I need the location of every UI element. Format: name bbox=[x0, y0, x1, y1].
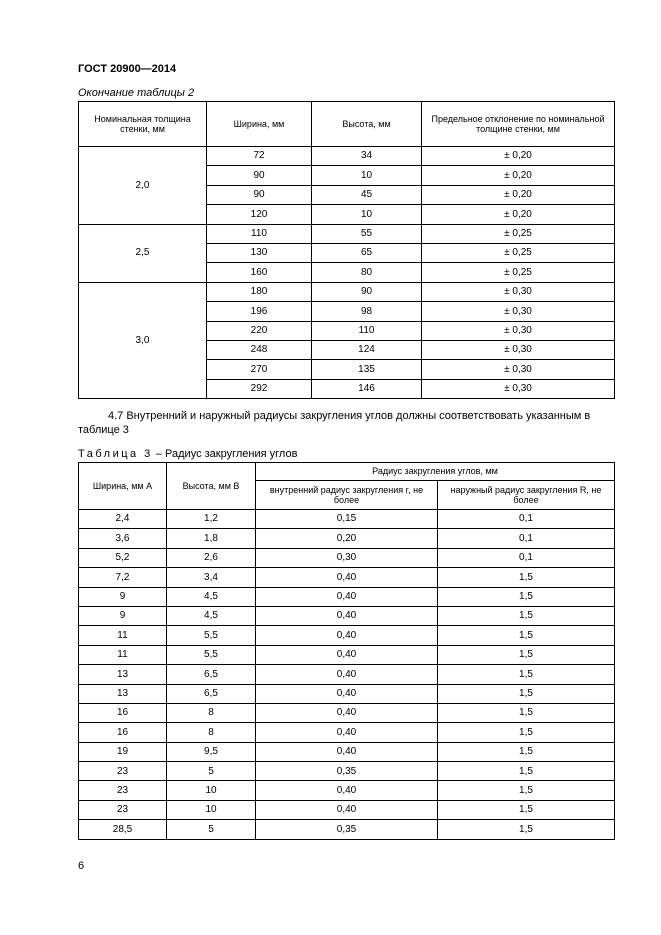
outer-radius-cell: 1,5 bbox=[438, 626, 615, 645]
height-b-cell: 5,5 bbox=[167, 626, 256, 645]
height-b-cell: 6,5 bbox=[167, 684, 256, 703]
table-row bbox=[79, 781, 615, 800]
width-a-cell: 3,6 bbox=[79, 529, 167, 548]
outer-radius-cell: 1,5 bbox=[438, 800, 615, 819]
col-header-height-b: Высота, мм В bbox=[167, 463, 256, 510]
height-b-cell: 2,6 bbox=[167, 548, 256, 567]
width-a-cell: 28,5 bbox=[79, 820, 167, 839]
col-header-outer-radius: наружный радиус закругления R, не более bbox=[438, 481, 615, 510]
height-cell: 55 bbox=[312, 224, 422, 243]
outer-radius-cell: 1,5 bbox=[438, 703, 615, 722]
paragraph-4-7: 4.7 Внутренний и наружный радиусы закругления углов должны соответствовать указанным в таблице 3 bbox=[78, 410, 591, 436]
page-number: 6 bbox=[78, 860, 85, 872]
outer-radius-cell: 1,5 bbox=[438, 587, 615, 606]
outer-radius-cell: 1,5 bbox=[438, 820, 615, 839]
outer-radius-cell: 1,5 bbox=[438, 762, 615, 781]
table-row bbox=[79, 606, 615, 625]
thickness-cell: 3,0 bbox=[79, 282, 207, 398]
col-header-inner-radius: внутренний радиус закругления r, не более bbox=[256, 481, 438, 510]
table-row bbox=[79, 684, 615, 703]
table-row bbox=[79, 820, 615, 839]
width-cell: 72 bbox=[207, 147, 312, 166]
inner-radius-cell: 0,40 bbox=[256, 742, 438, 761]
col-header-width: Ширина, мм bbox=[207, 102, 312, 147]
height-cell: 34 bbox=[312, 147, 422, 166]
inner-radius-cell: 0,40 bbox=[256, 665, 438, 684]
inner-radius-cell: 0,40 bbox=[256, 781, 438, 800]
height-cell: 80 bbox=[312, 263, 422, 282]
tolerance-cell: ± 0,30 bbox=[422, 360, 615, 379]
width-cell: 292 bbox=[207, 379, 312, 398]
height-cell: 98 bbox=[312, 302, 422, 321]
col-header-tolerance: Предельное отклонение по номинальной толщине стенки, мм bbox=[422, 102, 615, 147]
height-b-cell: 8 bbox=[167, 723, 256, 742]
height-cell: 90 bbox=[312, 282, 422, 301]
table-row bbox=[79, 626, 615, 645]
inner-radius-cell: 0,40 bbox=[256, 568, 438, 587]
width-a-cell: 9 bbox=[79, 606, 167, 625]
width-cell: 110 bbox=[207, 224, 312, 243]
table3-caption-label: Таблица 3 bbox=[78, 448, 153, 460]
width-a-cell: 9 bbox=[79, 587, 167, 606]
width-a-cell: 2,4 bbox=[79, 510, 167, 529]
height-cell: 110 bbox=[312, 321, 422, 340]
col-header-thickness: Номинальная толщина стенки, мм bbox=[79, 102, 207, 147]
inner-radius-cell: 0,35 bbox=[256, 762, 438, 781]
table-row bbox=[79, 224, 615, 243]
outer-radius-cell: 1,5 bbox=[438, 723, 615, 742]
height-cell: 124 bbox=[312, 340, 422, 359]
outer-radius-cell: 1,5 bbox=[438, 665, 615, 684]
table-row bbox=[79, 665, 615, 684]
outer-radius-cell: 1,5 bbox=[438, 645, 615, 664]
outer-radius-cell: 1,5 bbox=[438, 568, 615, 587]
width-a-cell: 23 bbox=[79, 800, 167, 819]
outer-radius-cell: 1,5 bbox=[438, 781, 615, 800]
outer-radius-cell: 1,5 bbox=[438, 742, 615, 761]
width-a-cell: 23 bbox=[79, 762, 167, 781]
inner-radius-cell: 0,40 bbox=[256, 606, 438, 625]
width-cell: 180 bbox=[207, 282, 312, 301]
table-row bbox=[79, 703, 615, 722]
height-cell: 146 bbox=[312, 379, 422, 398]
table-row bbox=[79, 548, 615, 567]
width-a-cell: 16 bbox=[79, 723, 167, 742]
col-header-radius-group: Радиус закругления углов, мм bbox=[256, 463, 615, 481]
inner-radius-cell: 0,20 bbox=[256, 529, 438, 548]
inner-radius-cell: 0,40 bbox=[256, 587, 438, 606]
height-b-cell: 5 bbox=[167, 820, 256, 839]
inner-radius-cell: 0,40 bbox=[256, 723, 438, 742]
outer-radius-cell: 0,1 bbox=[438, 548, 615, 567]
width-cell: 90 bbox=[207, 185, 312, 204]
inner-radius-cell: 0,35 bbox=[256, 820, 438, 839]
width-cell: 220 bbox=[207, 321, 312, 340]
width-a-cell: 13 bbox=[79, 665, 167, 684]
width-a-cell: 5,2 bbox=[79, 548, 167, 567]
outer-radius-cell: 1,5 bbox=[438, 606, 615, 625]
outer-radius-cell: 0,1 bbox=[438, 529, 615, 548]
table-row bbox=[79, 282, 615, 301]
width-cell: 90 bbox=[207, 166, 312, 185]
width-a-cell: 7,2 bbox=[79, 568, 167, 587]
width-cell: 130 bbox=[207, 243, 312, 262]
inner-radius-cell: 0,40 bbox=[256, 800, 438, 819]
height-cell: 10 bbox=[312, 166, 422, 185]
tolerance-cell: ± 0,30 bbox=[422, 282, 615, 301]
height-cell: 10 bbox=[312, 205, 422, 224]
height-b-cell: 1,2 bbox=[167, 510, 256, 529]
table3-caption bbox=[78, 448, 297, 460]
height-b-cell: 4,5 bbox=[167, 587, 256, 606]
width-a-cell: 16 bbox=[79, 703, 167, 722]
width-cell: 248 bbox=[207, 340, 312, 359]
width-a-cell: 11 bbox=[79, 626, 167, 645]
table-row bbox=[79, 587, 615, 606]
tolerance-cell: ± 0,20 bbox=[422, 185, 615, 204]
height-b-cell: 6,5 bbox=[167, 665, 256, 684]
height-b-cell: 10 bbox=[167, 800, 256, 819]
height-cell: 65 bbox=[312, 243, 422, 262]
outer-radius-cell: 0,1 bbox=[438, 510, 615, 529]
width-a-cell: 13 bbox=[79, 684, 167, 703]
table3-header-row-1 bbox=[79, 463, 615, 481]
width-cell: 160 bbox=[207, 263, 312, 282]
height-b-cell: 9,5 bbox=[167, 742, 256, 761]
width-a-cell: 23 bbox=[79, 781, 167, 800]
table-row bbox=[79, 742, 615, 761]
inner-radius-cell: 0,15 bbox=[256, 510, 438, 529]
tolerance-cell: ± 0,25 bbox=[422, 243, 615, 262]
tolerance-cell: ± 0,25 bbox=[422, 263, 615, 282]
tolerance-cell: ± 0,20 bbox=[422, 205, 615, 224]
thickness-cell: 2,0 bbox=[79, 147, 207, 225]
height-b-cell: 5,5 bbox=[167, 645, 256, 664]
height-b-cell: 8 bbox=[167, 703, 256, 722]
col-header-height: Высота, мм bbox=[312, 102, 422, 147]
table2 bbox=[78, 101, 615, 399]
width-a-cell: 11 bbox=[79, 645, 167, 664]
tolerance-cell: ± 0,30 bbox=[422, 379, 615, 398]
table-row bbox=[79, 645, 615, 664]
height-cell: 45 bbox=[312, 185, 422, 204]
table2-header-row bbox=[79, 102, 615, 147]
table-row bbox=[79, 762, 615, 781]
height-b-cell: 4,5 bbox=[167, 606, 256, 625]
width-cell: 270 bbox=[207, 360, 312, 379]
width-cell: 196 bbox=[207, 302, 312, 321]
height-cell: 135 bbox=[312, 360, 422, 379]
table3 bbox=[78, 462, 615, 840]
table2-caption: Окончание таблицы 2 bbox=[78, 87, 195, 99]
height-b-cell: 1,8 bbox=[167, 529, 256, 548]
width-a-cell: 19 bbox=[79, 742, 167, 761]
height-b-cell: 10 bbox=[167, 781, 256, 800]
inner-radius-cell: 0,40 bbox=[256, 645, 438, 664]
height-b-cell: 5 bbox=[167, 762, 256, 781]
inner-radius-cell: 0,40 bbox=[256, 703, 438, 722]
table-row bbox=[79, 529, 615, 548]
table3-body bbox=[79, 510, 615, 840]
tolerance-cell: ± 0,20 bbox=[422, 166, 615, 185]
document-header: ГОСТ 20900—2014 bbox=[78, 63, 177, 75]
table3-caption-text: – Радиус закругления углов bbox=[152, 448, 298, 460]
inner-radius-cell: 0,30 bbox=[256, 548, 438, 567]
outer-radius-cell: 1,5 bbox=[438, 684, 615, 703]
tolerance-cell: ± 0,20 bbox=[422, 147, 615, 166]
inner-radius-cell: 0,40 bbox=[256, 626, 438, 645]
table-row bbox=[79, 723, 615, 742]
table-row bbox=[79, 510, 615, 529]
tolerance-cell: ± 0,30 bbox=[422, 321, 615, 340]
table-row bbox=[79, 147, 615, 166]
tolerance-cell: ± 0,30 bbox=[422, 340, 615, 359]
width-cell: 120 bbox=[207, 205, 312, 224]
inner-radius-cell: 0,40 bbox=[256, 684, 438, 703]
height-b-cell: 3,4 bbox=[167, 568, 256, 587]
table-row bbox=[79, 800, 615, 819]
tolerance-cell: ± 0,25 bbox=[422, 224, 615, 243]
tolerance-cell: ± 0,30 bbox=[422, 302, 615, 321]
col-header-width-a: Ширина, мм А bbox=[79, 463, 167, 510]
thickness-cell: 2,5 bbox=[79, 224, 207, 282]
table-row bbox=[79, 568, 615, 587]
table2-body bbox=[79, 147, 615, 399]
